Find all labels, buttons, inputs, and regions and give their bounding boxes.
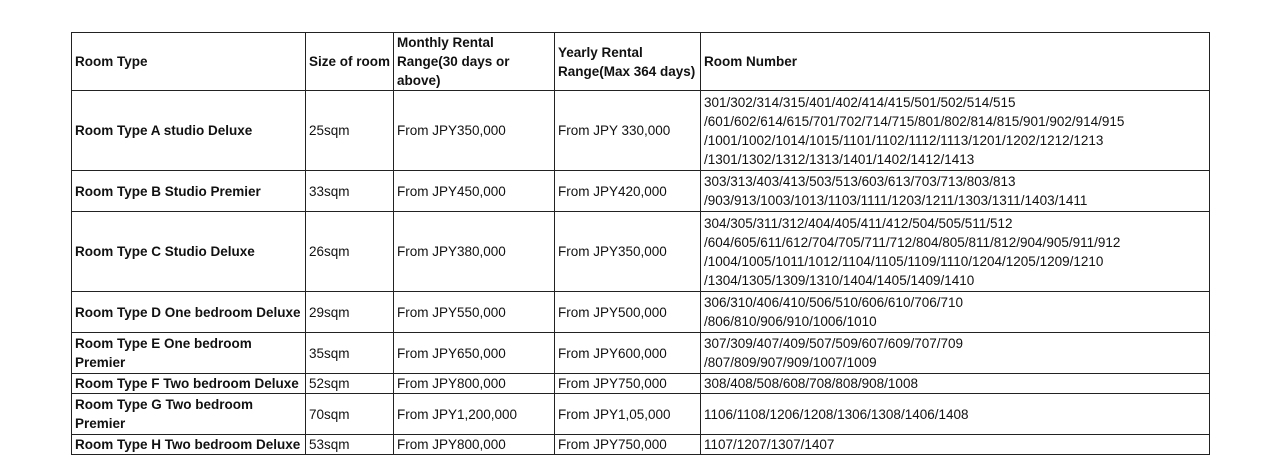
header-monthly-rental: Monthly Rental Range(30 days or above) [394, 33, 555, 91]
header-room-type: Room Type [72, 33, 306, 91]
room-type-cell: Room Type C Studio Deluxe [72, 212, 306, 292]
room-number-cell: 304/305/311/312/404/405/411/412/504/505/511/512 /604/605/611/612/704/705/711/712/804/805/811/812/904/905/911/912 /1004/1005/1011/1012/1104/1105/1109/1110/1204/1205/1209/1210 /1304/1305/1309/1310/1404/1405/1409/1410 [701, 212, 1210, 292]
header-size: Size of room [306, 33, 394, 91]
monthly-cell: From JPY350,000 [394, 91, 555, 171]
room-number-cell: 306/310/406/410/506/510/606/610/706/710 /806/810/906/910/1006/1010 [701, 292, 1210, 333]
monthly-cell: From JPY550,000 [394, 292, 555, 333]
room-type-cell: Room Type E One bedroom Premier [72, 333, 306, 374]
header-yearly-rental: Yearly Rental Range(Max 364 days) [555, 33, 701, 91]
size-cell: 53sqm [306, 435, 394, 455]
size-cell: 26sqm [306, 212, 394, 292]
room-type-cell: Room Type F Two bedroom Deluxe [72, 374, 306, 394]
room-type-cell: Room Type G Two bedroom Premier [72, 394, 306, 435]
yearly-cell: From JPY750,000 [555, 374, 701, 394]
size-cell: 33sqm [306, 171, 394, 212]
yearly-cell: From JPY750,000 [555, 435, 701, 455]
yearly-cell: From JPY350,000 [555, 212, 701, 292]
monthly-cell: From JPY450,000 [394, 171, 555, 212]
header-room-number: Room Number [701, 33, 1210, 91]
yearly-cell: From JPY500,000 [555, 292, 701, 333]
table-row [72, 171, 1210, 212]
size-cell: 52sqm [306, 374, 394, 394]
size-cell: 70sqm [306, 394, 394, 435]
table-row [72, 292, 1210, 333]
monthly-cell: From JPY800,000 [394, 374, 555, 394]
yearly-cell: From JPY420,000 [555, 171, 701, 212]
table-row [72, 333, 1210, 374]
monthly-cell: From JPY650,000 [394, 333, 555, 374]
table-row [72, 435, 1210, 455]
table-row [72, 374, 1210, 394]
table-row [72, 394, 1210, 435]
table-row [72, 91, 1210, 171]
header-row [72, 33, 1210, 91]
room-type-cell: Room Type B Studio Premier [72, 171, 306, 212]
monthly-cell: From JPY380,000 [394, 212, 555, 292]
room-number-cell: 303/313/403/413/503/513/603/613/703/713/803/813 /903/913/1003/1013/1103/1111/1203/1211/1303/1311/1403/1411 [701, 171, 1210, 212]
yearly-cell: From JPY 330,000 [555, 91, 701, 171]
room-number-cell: 308/408/508/608/708/808/908/1008 [701, 374, 1210, 394]
size-cell: 25sqm [306, 91, 394, 171]
room-number-cell: 1106/1108/1206/1208/1306/1308/1406/1408 [701, 394, 1210, 435]
room-type-cell: Room Type D One bedroom Deluxe [72, 292, 306, 333]
room-type-cell: Room Type H Two bedroom Deluxe [72, 435, 306, 455]
size-cell: 35sqm [306, 333, 394, 374]
size-cell: 29sqm [306, 292, 394, 333]
yearly-cell: From JPY600,000 [555, 333, 701, 374]
room-number-cell: 301/302/314/315/401/402/414/415/501/502/514/515 /601/602/614/615/701/702/714/715/801/802/814/815/901/902/914/915 /1001/1002/1014/1015/1101/1102/1112/1113/1201/1202/1212/1213 /1301/1302/1312/1313/1401/1402/1412/1413 [701, 91, 1210, 171]
monthly-cell: From JPY800,000 [394, 435, 555, 455]
room-rental-table [71, 32, 1210, 455]
room-type-cell: Room Type A studio Deluxe [72, 91, 306, 171]
room-number-cell: 1107/1207/1307/1407 [701, 435, 1210, 455]
table-row [72, 212, 1210, 292]
monthly-cell: From JPY1,200,000 [394, 394, 555, 435]
yearly-cell: From JPY1,05,000 [555, 394, 701, 435]
room-number-cell: 307/309/407/409/507/509/607/609/707/709 /807/809/907/909/1007/1009 [701, 333, 1210, 374]
